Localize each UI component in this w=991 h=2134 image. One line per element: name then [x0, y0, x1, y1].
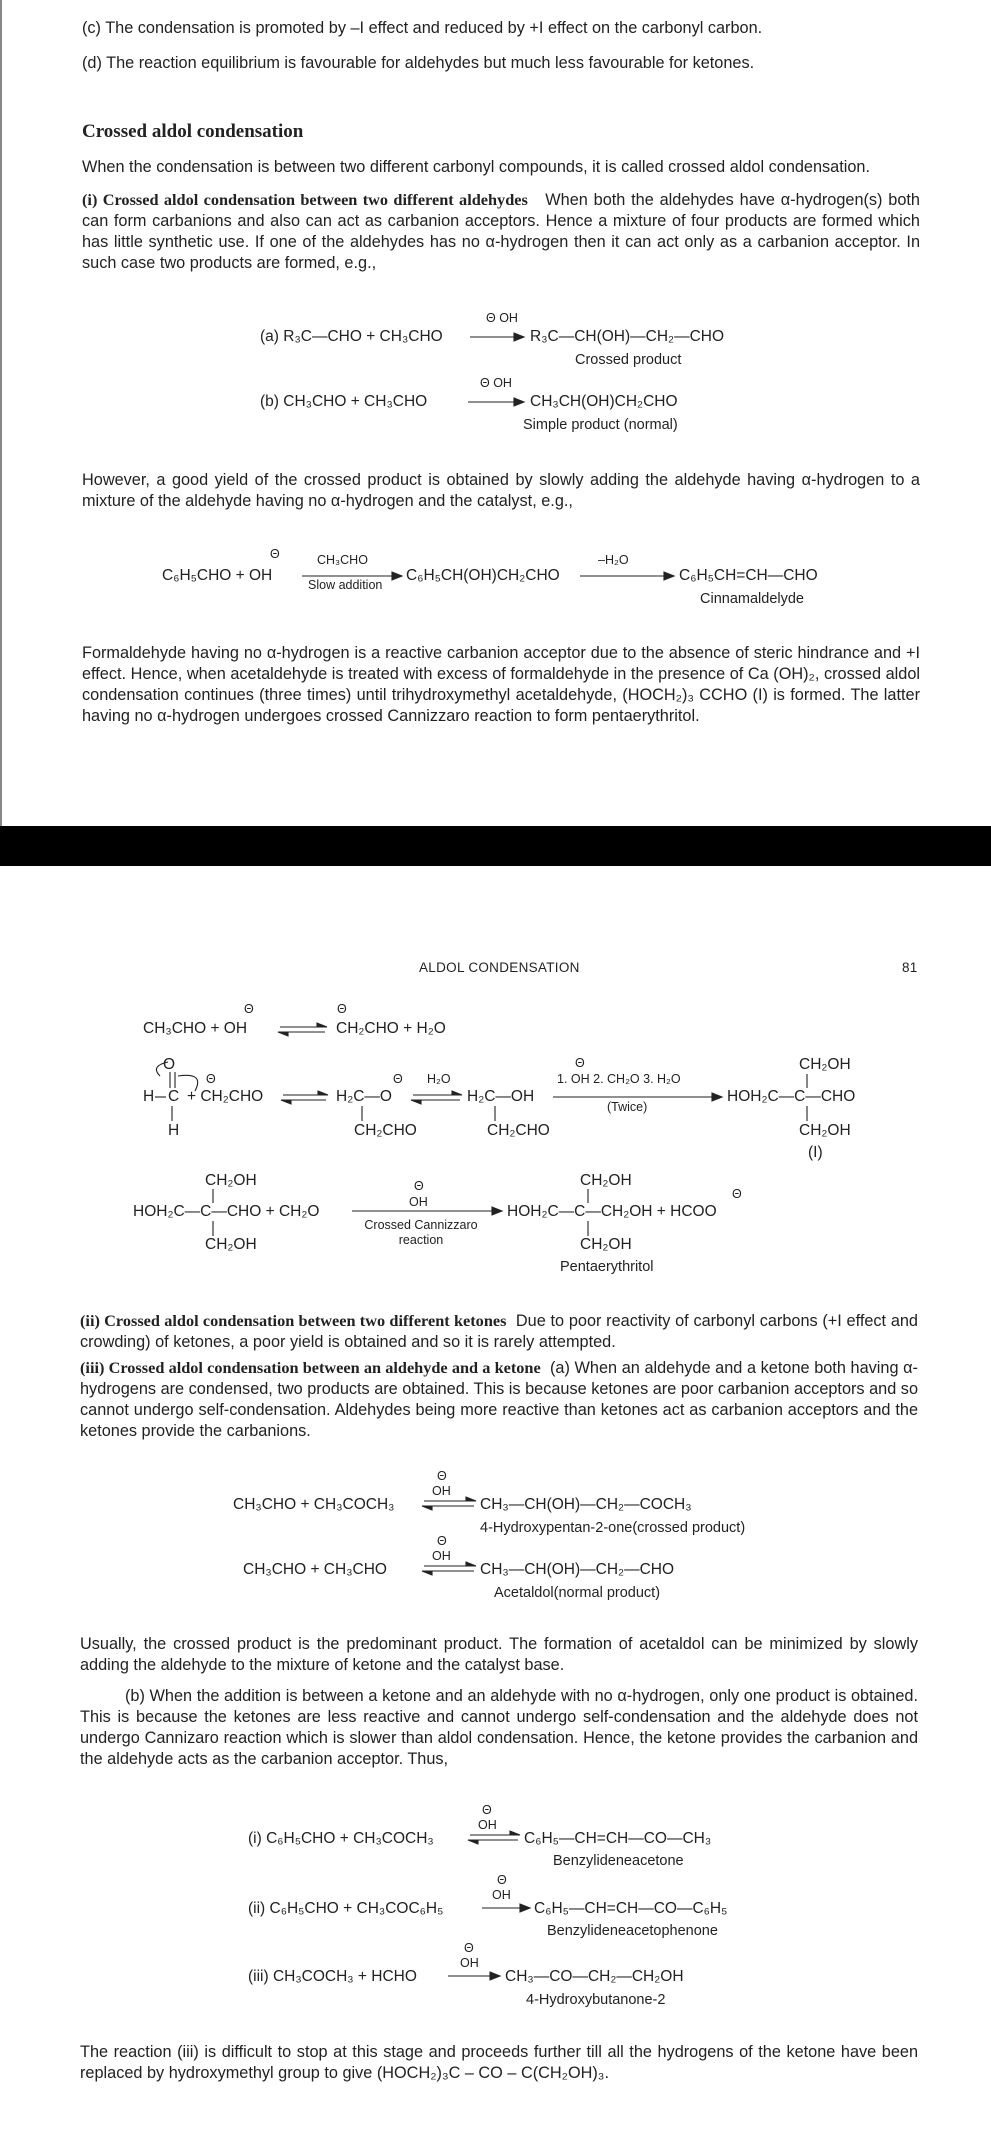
section-iii-title: (iii) Crossed aldol condensation between an aldehyde and a ketone	[80, 1358, 541, 1377]
section-iii-text: (a) When an aldehyde and a ketone both having α-hydrogens are condensed, two products are obtained. This is because ketones are poor carbanion acceptors and so cannot undergo self-condensation. Aldehydes being more reactive than ketones act as carbanion acceptors and the ketones provide the carbanions.	[80, 1359, 918, 1440]
page-2	[0, 866, 991, 2134]
b3-reactants: (iii) CH₃COCH₃ + HCHO	[248, 1968, 417, 1985]
b2-product: C₆H₅—CH=CH—CO—C₆H₅	[534, 1900, 728, 1917]
mech-alkoxide: H₂C—O	[336, 1088, 392, 1105]
rxn-b-reactants: (b) CH₃CHO + CH₃CHO	[260, 393, 428, 410]
minus-sign-icon: Θ	[270, 547, 280, 561]
arrow-head	[514, 398, 524, 406]
b1-product: C₆H₅—CH=CH—CO—CH₃	[524, 1830, 712, 1847]
rxn-a-product: R₃C—CH(OH)—CH₂—CHO	[530, 328, 725, 345]
section-ii-title: (ii) Crossed aldol condensation between two different ketones	[80, 1311, 507, 1330]
section-i-text: When both the aldehydes have α-hydrogen(s) both can form carbanions and also can act as carbanion acceptors. Hence a mixture of four products are formed which has little synthetic use. If one of the aldehydes has no α-hydrogen then it can act only as a carbanion acceptor. In such case two products are formed, e.g.,	[82, 191, 920, 272]
cz-name: Pentaerythritol	[560, 1259, 654, 1275]
cinn-reagent: CH₃CHO	[317, 553, 368, 567]
carbonyl-h-left: H	[143, 1088, 155, 1105]
page-gap-band	[0, 826, 991, 866]
page-1-arrows	[2, 0, 991, 826]
page-number: 81	[902, 960, 918, 975]
section-i-title: (i) Crossed aldol condensation between two different aldehydes	[82, 190, 528, 209]
arrow-head	[278, 1032, 288, 1036]
arrow-head	[466, 1497, 476, 1501]
arrow-head	[411, 1100, 421, 1104]
usually-paragraph: Usually, the crossed product is the predominant product. The formation of acetaldol can be minimized by slowly adding the aldehyde to the mixture of ketone and the catalyst base.	[80, 1635, 918, 1674]
cinn-reactants: C₆H₅CHO + OH	[162, 567, 273, 584]
r2-reactants: CH₃CHO + CH₃CHO	[243, 1561, 387, 1578]
page-1	[0, 0, 991, 826]
cz-label: Crossed Cannizzaro reaction	[364, 1218, 478, 1247]
rxn-b-label: Simple product (normal)	[523, 417, 678, 433]
mech-eq1-right: CH₂CHO + H₂O	[336, 1020, 446, 1037]
b2-reactants: (ii) C₆H₅CHO + CH₃COC₆H₅	[248, 1900, 444, 1917]
r1-label: 4-Hydroxypentan-2-one(crossed product)	[480, 1520, 746, 1536]
arrow-head	[392, 572, 402, 580]
final-paragraph: The reaction (iii) is difficult to stop at this stage and proceeds further till all the hydrogens of the ketone have been replaced by hydroxymethyl group to give (HOCH₂)₃C – CO – C(CH₂OH)₃.	[80, 2043, 918, 2082]
carbonyl-oxygen: O	[163, 1056, 176, 1073]
b3-catalyst: OH	[460, 1956, 479, 1970]
carbonyl-carbon: C	[168, 1088, 180, 1105]
prod-bot: CH₂OH	[799, 1122, 851, 1139]
intro-paragraph: When the condensation is between two different carbonyl compounds, it is called crossed aldol condensation.	[82, 158, 871, 176]
formaldehyde-paragraph: Formaldehyde having no α-hydrogen is a reactive carbanion acceptor due to the absence of steric hindrance and +I effect. Hence, when acetaldehyde is treated with excess of formaldehyde in the presence of Ca (OH)₂, crossed aldol condensation continues (three times) until trihydroxymethyl acetaldehyde, (HOCH₂)₃ CCHO (I) is formed. The latter having no α-hydrogen undergoes crossed Cannizzaro reaction to form pentaerythritol.	[82, 644, 920, 725]
b1-catalyst: OH	[478, 1818, 497, 1832]
cz-right-top: CH₂OH	[580, 1172, 632, 1189]
mech-eq1-left: CH₃CHO + OH	[143, 1020, 248, 1037]
carbonyl-h-bottom: H	[168, 1122, 180, 1139]
page-2-arrows	[0, 866, 991, 2134]
rxn-a-catalyst: Θ OH	[486, 311, 518, 325]
b1-label: Benzylideneacetone	[553, 1853, 684, 1869]
mech-h2o: H₂O	[427, 1072, 451, 1086]
minus-sign-icon: Θ	[244, 1002, 254, 1016]
minus-sign-icon: Θ	[414, 1179, 424, 1193]
however-paragraph: However, a good yield of the crossed product is obtained by slowly adding the aldehyde having α-hydrogen to a mixture of the aldehyde having no α-hydrogen and the catalyst, e.g.,	[82, 471, 920, 510]
cz-top: CH₂OH	[205, 1172, 257, 1189]
arrow-head	[664, 572, 674, 580]
mech-steps: 1. OH 2. CH₂O 3. H₂O	[557, 1072, 681, 1086]
b2-label: Benzylideneacetophenone	[547, 1923, 718, 1939]
part-b-paragraph: (b) When the addition is between a ketone and an aldehyde with no α-hydrogen, only one product is obtained. This is because the ketones are less reactive and cannot undergo self-condensation and the aldehyde does not undergo Cannizaro reaction which is slower than aldol condensation. Hence, the ketone provides the carbanion and the aldehyde acts as the carbanion acceptor. Thus,	[80, 1687, 918, 1768]
r1-product: CH₃—CH(OH)—CH₂—COCH₃	[480, 1496, 692, 1513]
minus-sign-icon: Θ	[575, 1056, 585, 1070]
mech-eq2-reactant: + CH₂CHO	[187, 1088, 264, 1105]
minus-sign-icon: Θ	[464, 1941, 474, 1955]
prod-top: CH₂OH	[799, 1056, 851, 1073]
arrow-head	[514, 333, 524, 341]
minus-sign-icon: Θ	[497, 1873, 507, 1887]
cinn-condition: Slow addition	[308, 578, 383, 592]
r2-label: Acetaldol(normal product)	[494, 1585, 661, 1601]
arrow-head	[422, 1571, 432, 1575]
minus-sign-icon: Θ	[337, 1002, 347, 1016]
minus-sign-icon: Θ	[206, 1072, 216, 1086]
arrow-head	[520, 1904, 530, 1912]
section-heading: Crossed aldol condensation	[82, 121, 304, 142]
cz-bot: CH₂OH	[205, 1236, 257, 1253]
section-ii-text: Due to poor reactivity of carbonyl carbons (+I effect and crowding) of ketones, a poor yield is obtained and so it is rarely attempted.	[80, 1312, 918, 1351]
arrow-head	[422, 1506, 432, 1510]
rxn-a-reactants: (a) R₃C—CHO + CH₃CHO	[260, 328, 443, 345]
arrow-head	[510, 1831, 520, 1835]
cz-left: HOH₂C—C—CHO + CH₂O	[133, 1203, 320, 1220]
rxn-b-product: CH₃CH(OH)CH₂CHO	[530, 393, 678, 410]
r2-product: CH₃—CH(OH)—CH₂—CHO	[480, 1561, 675, 1578]
curved-arrow	[178, 1075, 198, 1091]
b1-reactants: (i) C₆H₅CHO + CH₃COCH₃	[248, 1830, 434, 1847]
mech-alkoxide-ch2cho: CH₂CHO	[354, 1122, 417, 1139]
r1-catalyst: OH	[432, 1484, 451, 1498]
mech-twice: (Twice)	[607, 1100, 648, 1114]
arrow-head	[490, 1972, 500, 1980]
curved-arrow	[156, 1062, 168, 1076]
running-head: ALDOL CONDENSATION	[419, 960, 580, 975]
rxn-a-label: Crossed product	[575, 352, 682, 368]
arrow-head	[318, 1091, 328, 1095]
arrow-head	[452, 1091, 462, 1095]
r2-catalyst: OH	[432, 1549, 451, 1563]
arrow-head	[712, 1093, 722, 1101]
b3-label: 4-Hydroxybutanone-2	[526, 1992, 666, 2008]
cinn-product: C₆H₅CH=CH—CHO	[679, 567, 818, 584]
minus-sign-icon: Θ	[437, 1534, 447, 1548]
point-d: (d) The reaction equilibrium is favourable for aldehydes but much less favourable for ketones.	[82, 54, 755, 72]
point-c: (c) The condensation is promoted by –I effect and reduced by +I effect on the carbonyl carbon.	[82, 19, 763, 37]
arrow-head	[468, 1840, 478, 1844]
minus-sign-icon: Θ	[393, 1072, 403, 1086]
prod-label: (I)	[808, 1144, 823, 1161]
cinn-label: Cinnamaldelyde	[700, 591, 804, 607]
r1-reactants: CH₃CHO + CH₃COCH₃	[233, 1496, 395, 1513]
mech-alcohol-ch2cho: CH₂CHO	[487, 1122, 550, 1139]
b3-product: CH₃—CO—CH₂—CH₂OH	[505, 1968, 684, 1985]
arrow-head	[492, 1207, 502, 1215]
minus-sign-icon: Θ	[732, 1187, 742, 1201]
mech-alcohol: H₂C—OH	[467, 1088, 535, 1105]
prod-mid: HOH₂C—C—CHO	[727, 1088, 856, 1105]
arrow-head	[317, 1023, 327, 1027]
arrow-head	[466, 1562, 476, 1566]
cz-right: HOH₂C—C—CH₂OH + HCOO	[507, 1203, 717, 1220]
minus-sign-icon: Θ	[437, 1469, 447, 1483]
minus-sign-icon: Θ	[482, 1803, 492, 1817]
cinn-intermediate: C₆H₅CH(OH)CH₂CHO	[406, 567, 560, 584]
rxn-b-catalyst: Θ OH	[480, 376, 512, 390]
cinn-minus-water: –H₂O	[598, 553, 629, 567]
b2-catalyst: OH	[492, 1888, 511, 1902]
arrow-head	[281, 1100, 291, 1104]
cz-catalyst: OH	[409, 1195, 428, 1209]
cz-right-bot: CH₂OH	[580, 1236, 632, 1253]
